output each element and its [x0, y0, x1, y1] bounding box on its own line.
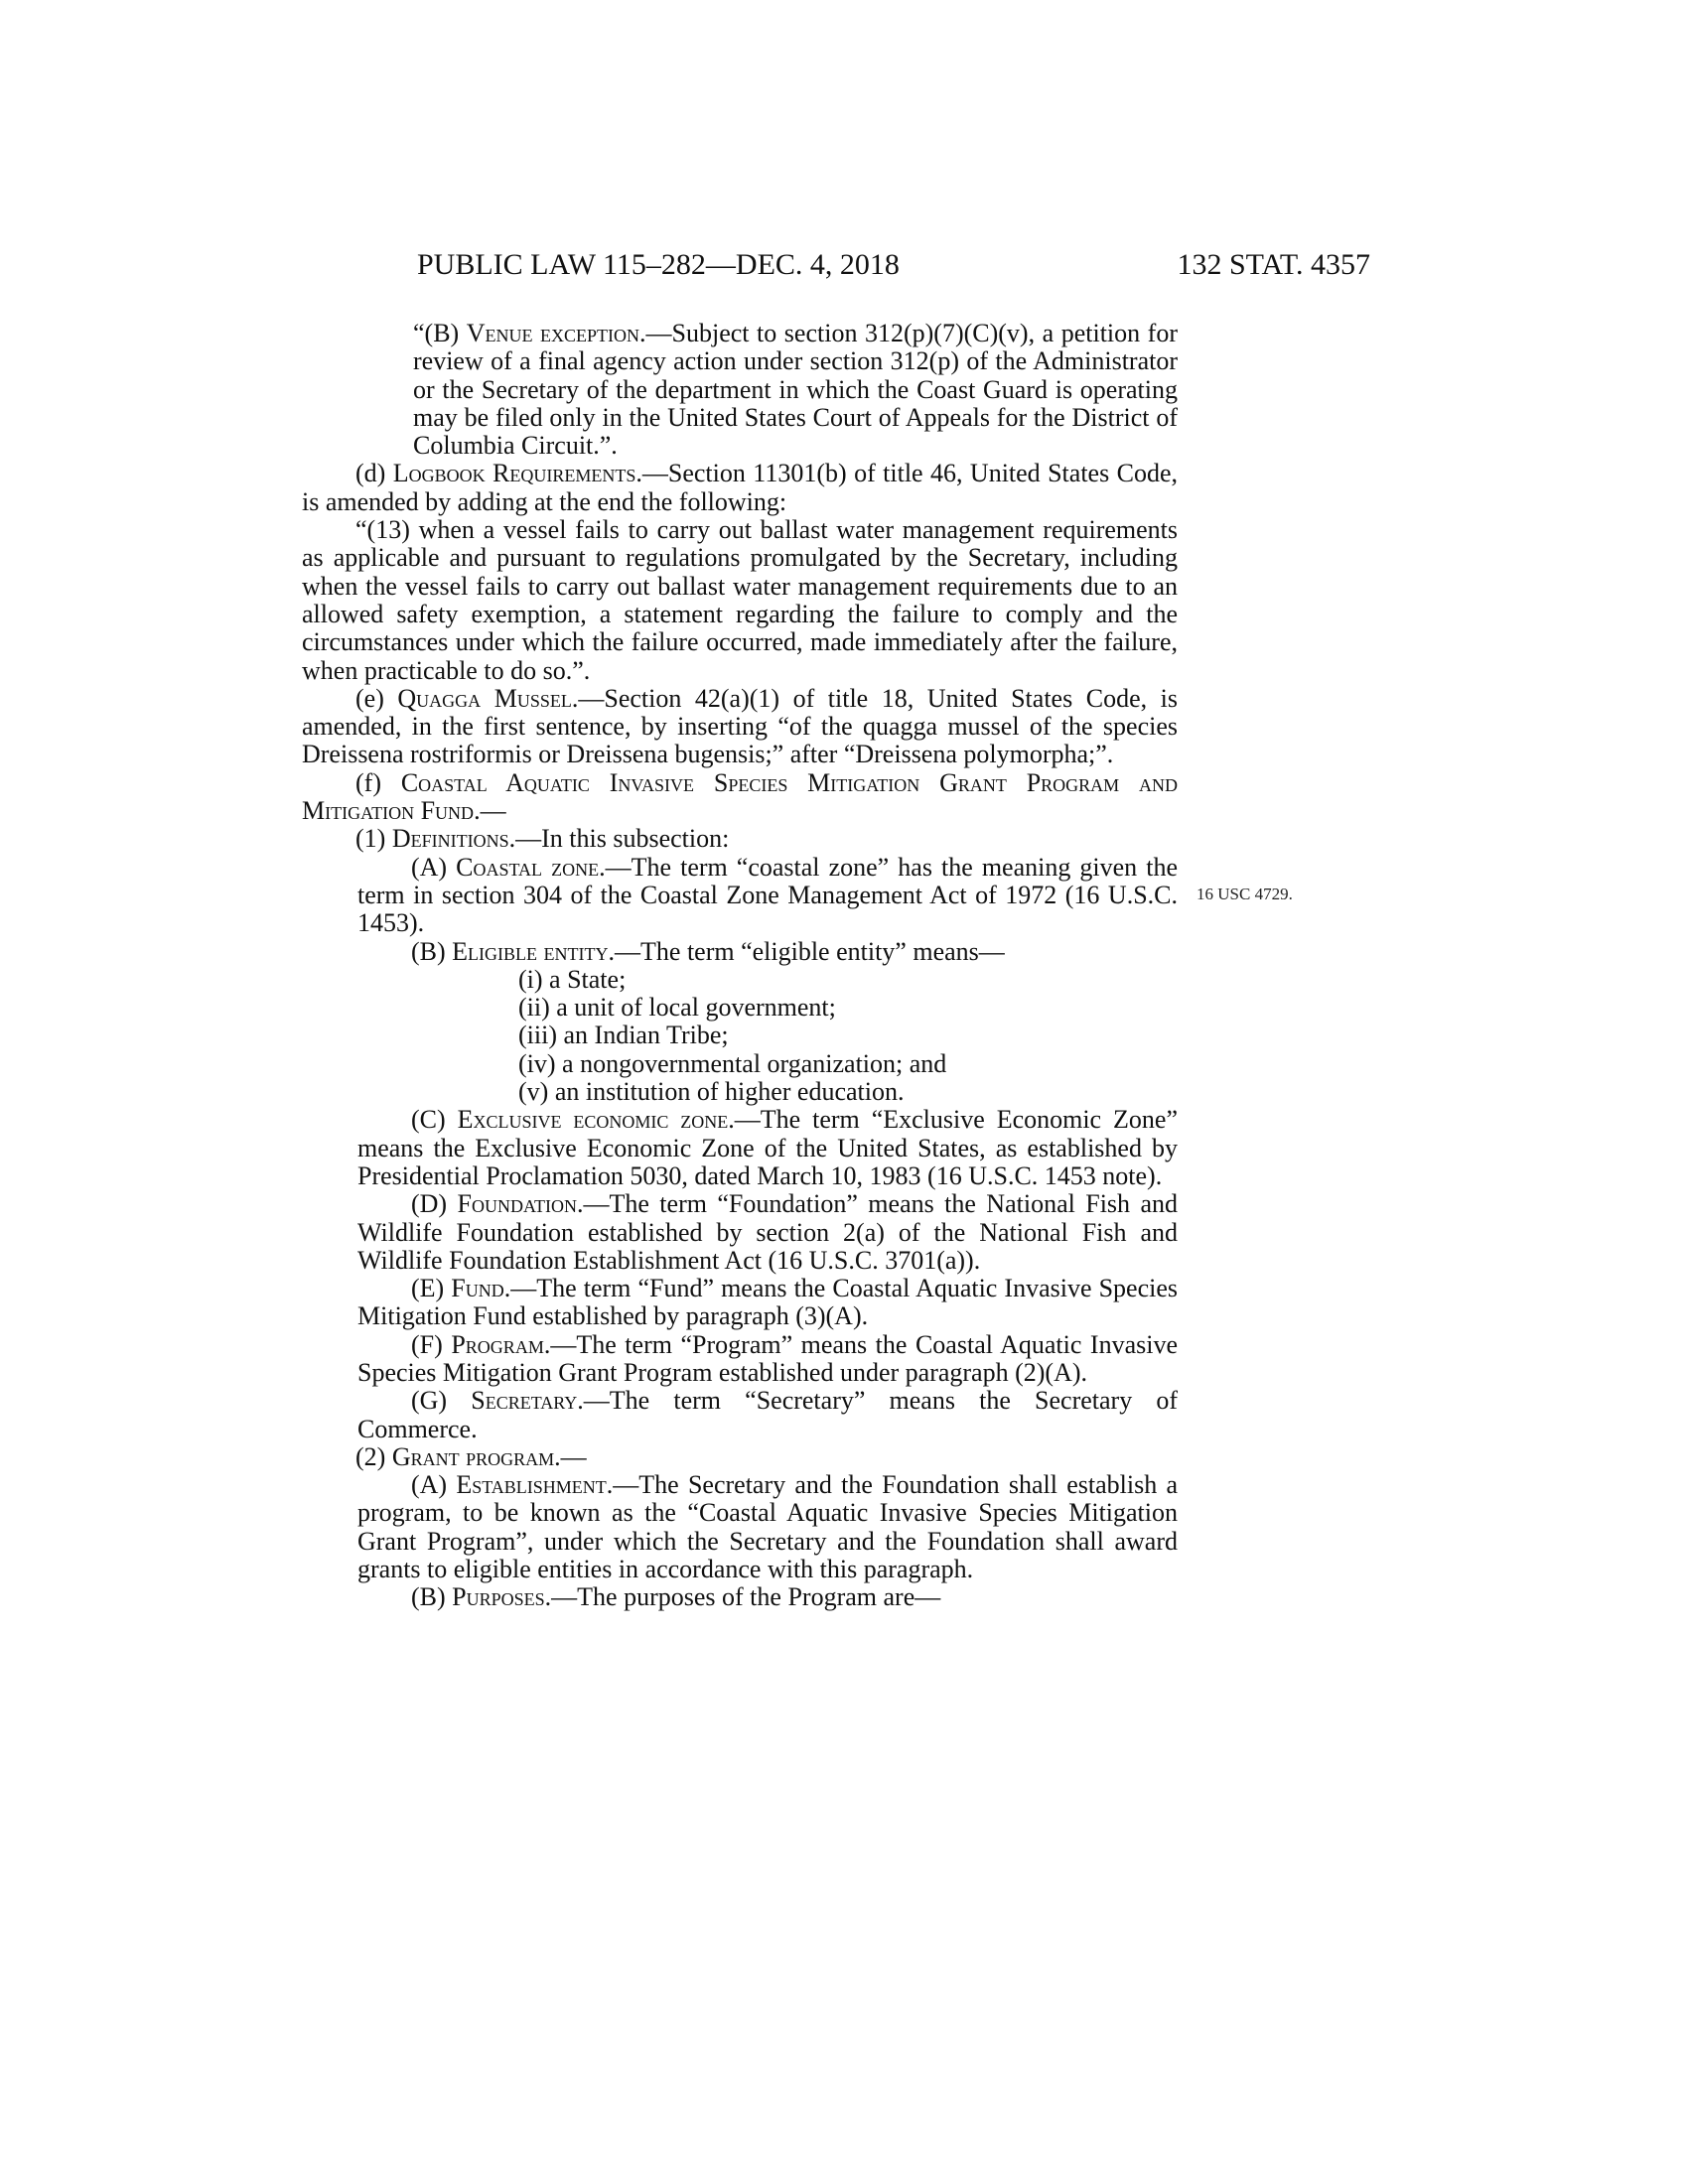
paragraph-label: (ii) — [518, 993, 557, 1023]
paragraph-text: .—The term “Exclusive Economic Zone” means the Exclusive Economic Zone of the United States, as established by Presidential Proclamation 5030, dated March 10, 1983 (16 U.S.C. 1453 note). — [357, 1105, 1178, 1190]
paragraph-label: (G) — [411, 1386, 472, 1416]
page-header — [417, 248, 1370, 288]
paragraph-heading: Venue exception — [466, 319, 640, 347]
paragraph-label: “(B) — [413, 319, 467, 347]
paragraph-exclusive-economic-zone — [248, 1106, 1178, 1190]
paragraph-text: .—Section 42(a)(1) of title 18, United States Code, is amended, in the first sentence, by inserting “of the quagga mussel of the species Dreissena rostriformis or Dreissena bugensis;” after “Dreissena polymorpha;”. — [302, 683, 1179, 769]
list-item-higher-education — [302, 1078, 1178, 1106]
paragraph-heading: Grant program — [391, 1441, 555, 1471]
paragraph-label: (f) — [355, 767, 401, 797]
paragraph-fund — [248, 1275, 1178, 1331]
paragraph-text: .—The Secretary and the Foundation shall establish a program, to be known as the “Coastal Aquatic Invasive Species Mitigation Grant Program”, under which the Secretary and the Foundation shall award grants to eligible entities in accordance with this paragraph. — [357, 1470, 1178, 1584]
paragraph-grant-program — [248, 1443, 1178, 1471]
paragraph-text: .—The term “Secretary” means the Secretary of Commerce. — [357, 1386, 1179, 1443]
paragraph-text: a unit of local government; — [556, 993, 836, 1023]
paragraph-label: (iv) — [518, 1048, 563, 1078]
paragraph-venue-exception — [302, 320, 1178, 460]
paragraph-label: (d) — [355, 459, 393, 488]
paragraph-text: .—Subject to section 312(p)(7)(C)(v), a petition for review of a final agency action under section 312(p) of the Administrator or the Secretary of the department in which the Coast Guard is operating may be filed only in the United States Court of Appeals for the District of Columbia Circuit.”. — [413, 319, 1178, 461]
law-text-body — [302, 320, 1178, 1612]
paragraph-coastal-aquatic-invasive-species — [302, 769, 1178, 826]
paragraph-heading: Definitions — [391, 824, 509, 854]
paragraph-purposes — [248, 1583, 1178, 1611]
paragraph-label: (F) — [411, 1329, 452, 1359]
paragraph-heading: Secretary — [471, 1386, 578, 1416]
paragraph-label: (A) — [411, 1470, 457, 1500]
paragraph-heading: Establishment — [456, 1470, 607, 1500]
paragraph-label: (e) — [355, 683, 398, 713]
paragraph-program — [248, 1331, 1178, 1388]
paragraph-label: (1) — [355, 824, 392, 854]
usc-margin-note: 16 USC 4729. — [1196, 885, 1293, 903]
paragraph-heading: Exclusive economic zone — [457, 1105, 729, 1135]
paragraph-coastal-zone — [248, 854, 1178, 938]
paragraph-text: a State; — [549, 964, 627, 994]
paragraph-heading: Foundation — [457, 1189, 577, 1219]
paragraph-foundation — [248, 1190, 1178, 1275]
paragraph-label: (i) — [518, 964, 550, 994]
paragraph-text: .—The term “coastal zone” has the meaning given the term in section 304 of the Coastal Zone Management Act of 1972 (16 U.S.C. 1453). — [357, 852, 1178, 938]
paragraph-heading: Eligible entity — [452, 936, 609, 966]
paragraph-heading: Program — [451, 1329, 544, 1359]
paragraph-heading: Logbook Requirements — [392, 459, 636, 488]
paragraph-text: .—The term “Program” means the Coastal Aquatic Invasive Species Mitigation Grant Program established under paragraph (2)(A). — [357, 1329, 1179, 1387]
paragraph-text: when a vessel fails to carry out ballast water management requirements as applicable and pursuant to regulations promulgated by the Secretary, including when the vessel fails to carry out ballast water management requirements due to an allowed safety exemption, a statement regarding the failure to comply and the circumstances under which the failure occurred, made immediately after the failure, when practicable to do so.”. — [302, 515, 1179, 685]
paragraph-text: an institution of higher education. — [554, 1077, 905, 1107]
paragraph-13-ballast-water — [248, 516, 1178, 685]
paragraph-label: (E) — [411, 1274, 452, 1303]
paragraph-label: “(13) — [355, 515, 419, 545]
paragraph-definitions — [248, 825, 1178, 853]
paragraph-label: (2) — [355, 1441, 392, 1471]
paragraph-text: .—The purposes of the Program are— — [544, 1582, 941, 1612]
paragraph-heading: Coastal zone — [456, 852, 600, 882]
paragraph-text: .— — [474, 796, 506, 826]
paragraph-heading: Coastal Aquatic Invasive Species Mitigation Grant Program and Mitigation Fund — [302, 767, 1178, 826]
list-item-nongovernmental-organization — [302, 1050, 1178, 1078]
paragraph-eligible-entity — [248, 938, 1178, 966]
paragraph-label: (A) — [411, 852, 457, 882]
paragraph-label: (D) — [411, 1189, 458, 1219]
running-title: PUBLIC LAW 115–282—DEC. 4, 2018 — [417, 248, 900, 281]
paragraph-establishment — [248, 1471, 1178, 1583]
paragraph-label: (v) — [518, 1077, 555, 1107]
paragraph-quagga-mussel — [302, 685, 1178, 769]
paragraph-text: a nongovernmental organization; and — [562, 1048, 947, 1078]
list-item-indian-tribe — [302, 1022, 1178, 1049]
paragraph-text: an Indian Tribe; — [563, 1021, 729, 1050]
paragraph-label: (iii) — [518, 1021, 564, 1050]
list-item-state — [302, 966, 1178, 994]
paragraph-label: (B) — [411, 1582, 453, 1612]
list-item-local-government — [302, 994, 1178, 1022]
paragraph-label: (B) — [411, 936, 453, 966]
paragraph-heading: Purposes — [452, 1582, 545, 1612]
statute-page-reference: 132 STAT. 4357 — [1177, 248, 1370, 281]
paragraph-text: .— — [554, 1441, 587, 1471]
paragraph-secretary — [248, 1387, 1178, 1443]
paragraph-heading: Fund — [451, 1274, 504, 1303]
paragraph-logbook-requirements — [302, 460, 1178, 516]
paragraph-label: (C) — [411, 1105, 458, 1135]
paragraph-heading: Quagga Mussel — [397, 683, 572, 713]
paragraph-text: .—The term “Fund” means the Coastal Aquatic Invasive Species Mitigation Fund established by paragraph (3)(A). — [357, 1274, 1178, 1331]
paragraph-text: .—The term “eligible entity” means— — [608, 936, 1005, 966]
paragraph-text: .—In this subsection: — [508, 824, 730, 854]
paragraph-text: .—Section 11301(b) of title 46, United States Code, is amended by adding at the end the following: — [302, 459, 1179, 516]
paragraph-text: .—The term “Foundation” means the National Fish and Wildlife Foundation established by section 2(a) of the National Fish and Wildlife Foundation Establishment Act (16 U.S.C. 3701(a)). — [357, 1189, 1179, 1275]
